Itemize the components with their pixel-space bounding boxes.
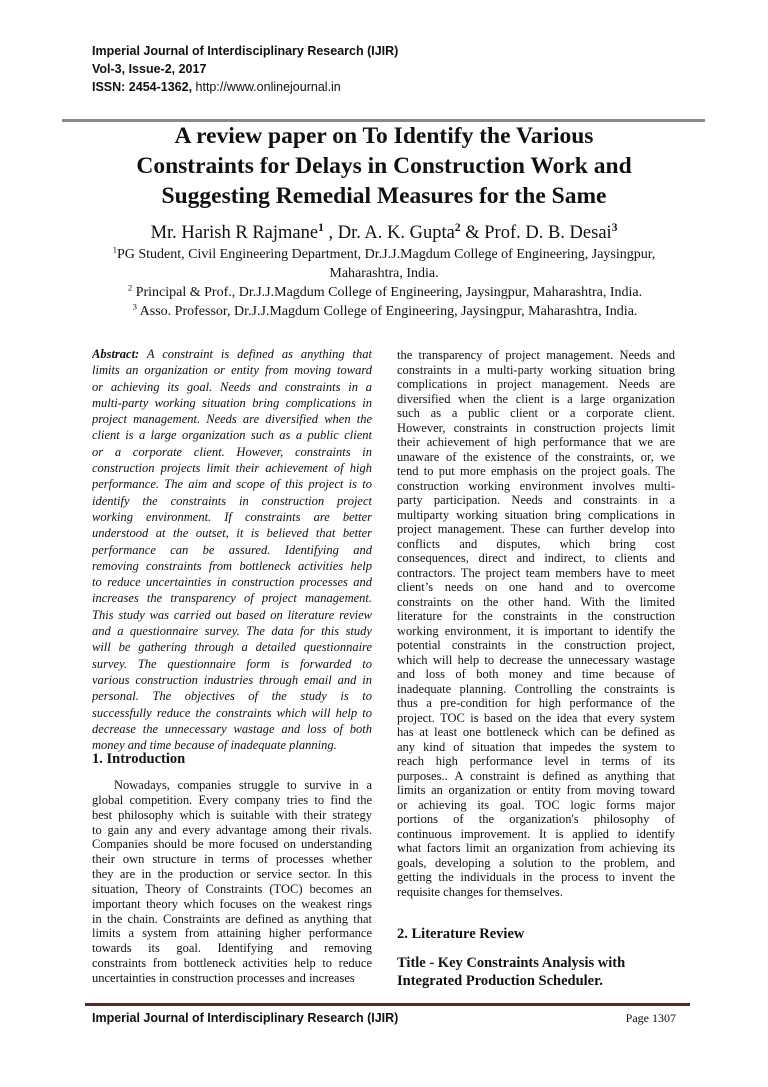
text-line: or achieving its goal. Needs and constraints in a (92, 379, 372, 394)
author-3: & Prof. D. B. Desai (460, 223, 612, 243)
affiliation-2 (80, 284, 690, 303)
text-line: multi-party working situation bring complications in (92, 395, 372, 410)
text-line: important theory which focuses on the weakest rings (92, 896, 372, 911)
text-line: construction projects limit their achievement of high (92, 461, 372, 476)
affiliation-sup: 2 (127, 282, 133, 293)
text-line: client’s needs on one hand and to overcome (397, 580, 675, 594)
text-line: constraints on the other hand. With the limited (397, 594, 675, 609)
text-line: various construction industries through email and in (92, 672, 372, 687)
journal-name: Imperial Journal of Interdisciplinary Research (IJIR) (92, 44, 399, 58)
text-line (92, 346, 372, 362)
text-line: construction working environment involves multi- (397, 478, 675, 493)
text-line: to reduce uncertainties in construction processes and (92, 575, 372, 590)
text-line: money and time because of inadequate planning. (92, 738, 337, 753)
text-line: purposes.. A constraint is defined as anything that (397, 768, 675, 783)
text-line: or achieving its goal. TOC logic forms major (397, 797, 675, 812)
text-line: such as a public client or a corporate client. (397, 406, 675, 420)
text-line: in the chain. Constraints are defined as anything that (92, 911, 372, 926)
affiliation-1 (74, 246, 694, 283)
text-line: multiparty working situation bring complications in (397, 507, 675, 522)
text-line: limits an organization or entity from moving toward (397, 783, 675, 797)
affiliation-3 (80, 303, 690, 322)
text-line: identify the constraints in construction project (92, 493, 372, 508)
authors (60, 221, 708, 245)
text-line: getting the individuals in the process to invent the (397, 870, 675, 884)
journal-url[interactable]: http://www.onlinejournal.in (192, 80, 341, 94)
text-line: performance can be assured. Identifying and (92, 542, 372, 557)
text-line: has at least one bottleneck which can be defined as (397, 725, 675, 739)
text-line: limits a system from attaining higher performance (92, 926, 372, 941)
text-line: or a corporate client. However, constraints in (92, 444, 372, 459)
abstract (92, 346, 372, 753)
abstract-text: A constraint is defined as anything that (139, 347, 372, 361)
text-line: potential constraints in the construction project, (397, 638, 675, 652)
text-line: conflicts and disputes, which bring cost (397, 536, 675, 551)
author-1-sup: 1 (318, 221, 324, 234)
text-line: This study was carried out based on literature review (92, 607, 372, 622)
subtitle-line: Integrated Production Scheduler. (397, 973, 603, 989)
text-line: project. TOC is based on the idea that every system (397, 710, 675, 725)
page-number: Page 1307 (625, 1011, 676, 1025)
journal-header (92, 42, 398, 96)
text-line: thus a pre-condition for high performance of the (397, 696, 675, 710)
affiliation-text: PG Student, Civil Engineering Department, Dr.J.J.Magdum College of Engineering, Jaysingpur, (116, 247, 656, 262)
literature-subtitle (397, 954, 625, 990)
text-line: personal. The objectives of the study is to (92, 689, 372, 704)
text-line: unaware of the existence of the constraints, or, we (397, 449, 675, 464)
text-line: limits an organization or entity from moving toward (92, 363, 372, 378)
affiliation-text: Asso. Professor, Dr.J.J.Magdum College of Engineering, Jaysingpur, Maharashtra, India. (136, 304, 638, 319)
introduction-body (92, 778, 372, 986)
text-line: decrease the unnecessary wastage and loss of both (92, 721, 372, 736)
author-1: Mr. Harish R Rajmane (150, 223, 319, 243)
text-line: understood at the outset, it is believed that better (92, 526, 372, 541)
text-line: performance. The aim and scope of this project is to (92, 477, 372, 492)
text-line: inadequate planning. Controlling the constraints is (397, 681, 675, 696)
text-line: survey. The questionnaire form is forwarded to (92, 656, 372, 671)
section-heading-literature-review: 2. Literature Review (397, 926, 525, 942)
affiliation-sup: 1 (112, 244, 117, 255)
text-line: uncertainties in construction processes and increases (92, 970, 355, 985)
text-line: client is a large organization such as a public client (92, 428, 372, 443)
affiliation-sup: 3 (132, 301, 137, 312)
text-line: to gain any and every advantage among their rivals. (92, 822, 372, 837)
text-line: Nowadays, companies struggle to survive in a (114, 778, 372, 792)
affiliation-text: Principal & Prof., Dr.J.J.Magdum College of Engineering, Jaysingpur, Maharashtra, India. (132, 285, 643, 300)
text-line: goals, developing a solution to the problem, and (397, 855, 675, 870)
text-line: However, constraints in construction projects limit (397, 420, 675, 435)
journal-issn: ISSN: 2454-1362, (92, 80, 193, 94)
text-line: continuous improvement. It is applied to identify (397, 826, 675, 841)
text-line: their own structure in terms of processes whether (92, 852, 372, 867)
author-2-sup: 2 (454, 221, 461, 234)
text-line: Companies should be more focused on understanding (92, 837, 372, 852)
text-line: party participation. Needs and constraints in a (397, 493, 675, 507)
text-line: which will help to decrease the unnecessary wastage (397, 652, 675, 667)
title-line: Constraints for Delays in Construction Work and (136, 153, 632, 179)
title-line: A review paper on To Identify the Various (174, 123, 594, 149)
text-line: project management. Needs are diversified when the (92, 412, 372, 427)
text-line: reach high performance level in terms of its (397, 754, 675, 768)
text-line: diversified when the client is a large organization (397, 391, 675, 406)
text-line: their achievement of high performance that we are (397, 435, 675, 449)
text-line: towards its goal. Identifying and removing (92, 941, 372, 956)
text-line: constraints in a multi-party working situation bring (397, 362, 675, 377)
right-column-body (397, 348, 675, 899)
text-line: portions of the organization's philosophy of (397, 812, 675, 826)
author-3-sup: 3 (611, 221, 618, 234)
footer-rule (85, 1003, 690, 1006)
text-line: requisite changes for themselves. (397, 884, 563, 899)
text-line: constraints from bottleneck activities help to reduce (92, 956, 372, 971)
text-line: consequences, direct and indirect, to clients and (397, 551, 675, 565)
affiliation-text: Maharashtra, India. (329, 265, 439, 281)
text-line: removing constraints from bottleneck activities help (92, 558, 372, 573)
text-line: any kind of situation that impedes the system to (397, 739, 675, 754)
text-line: what factors limit an organization from achieving its (397, 841, 675, 855)
abstract-label: Abstract: (92, 347, 140, 361)
text-line: working environment, it is important to identify the (397, 623, 675, 638)
text-line: and a questionnaire survey. The data for this study (92, 624, 372, 639)
text-line: situation, Theory of Constraints (TOC) becomes an (92, 881, 372, 896)
text-line: literature for the constraints in the construction (397, 609, 675, 623)
text-line: successfully reduce the constraints which will help to (92, 705, 372, 720)
subtitle-line: Title - Key Constraints Analysis with (397, 955, 626, 971)
text-line: global competition. Every company tries to find the (92, 792, 372, 807)
paper-title (60, 121, 708, 211)
text-line: the transparency of project management. Needs and (397, 348, 675, 362)
text-line: contractors. The project team members have to meet (397, 565, 675, 580)
text-line: they are in the production or service sector. In this (92, 867, 372, 882)
journal-volume: Vol-3, Issue-2, 2017 (92, 62, 207, 76)
section-heading-introduction: 1. Introduction (92, 751, 186, 767)
text-line: increases the transparency of project management. (92, 591, 372, 606)
text-line: project management. These can further develop into (397, 522, 675, 536)
text-line: tend to put more emphasis on the project goals. The (397, 464, 675, 478)
text-line: will be gathering through a detailed questionnaire (92, 640, 372, 655)
text-line: and loss of both money and time because of (397, 667, 675, 681)
text-line: working environment. If constraints are better (92, 509, 372, 524)
title-line: Suggesting Remedial Measures for the Same (161, 183, 607, 209)
footer-journal: Imperial Journal of Interdisciplinary Research (IJIR) (92, 1011, 399, 1025)
text-line: best philosophy which is suitable with their strategy (92, 807, 372, 822)
text-line: complications in project management. Needs are (397, 377, 675, 391)
author-2: , Dr. A. K. Gupta (323, 223, 455, 243)
